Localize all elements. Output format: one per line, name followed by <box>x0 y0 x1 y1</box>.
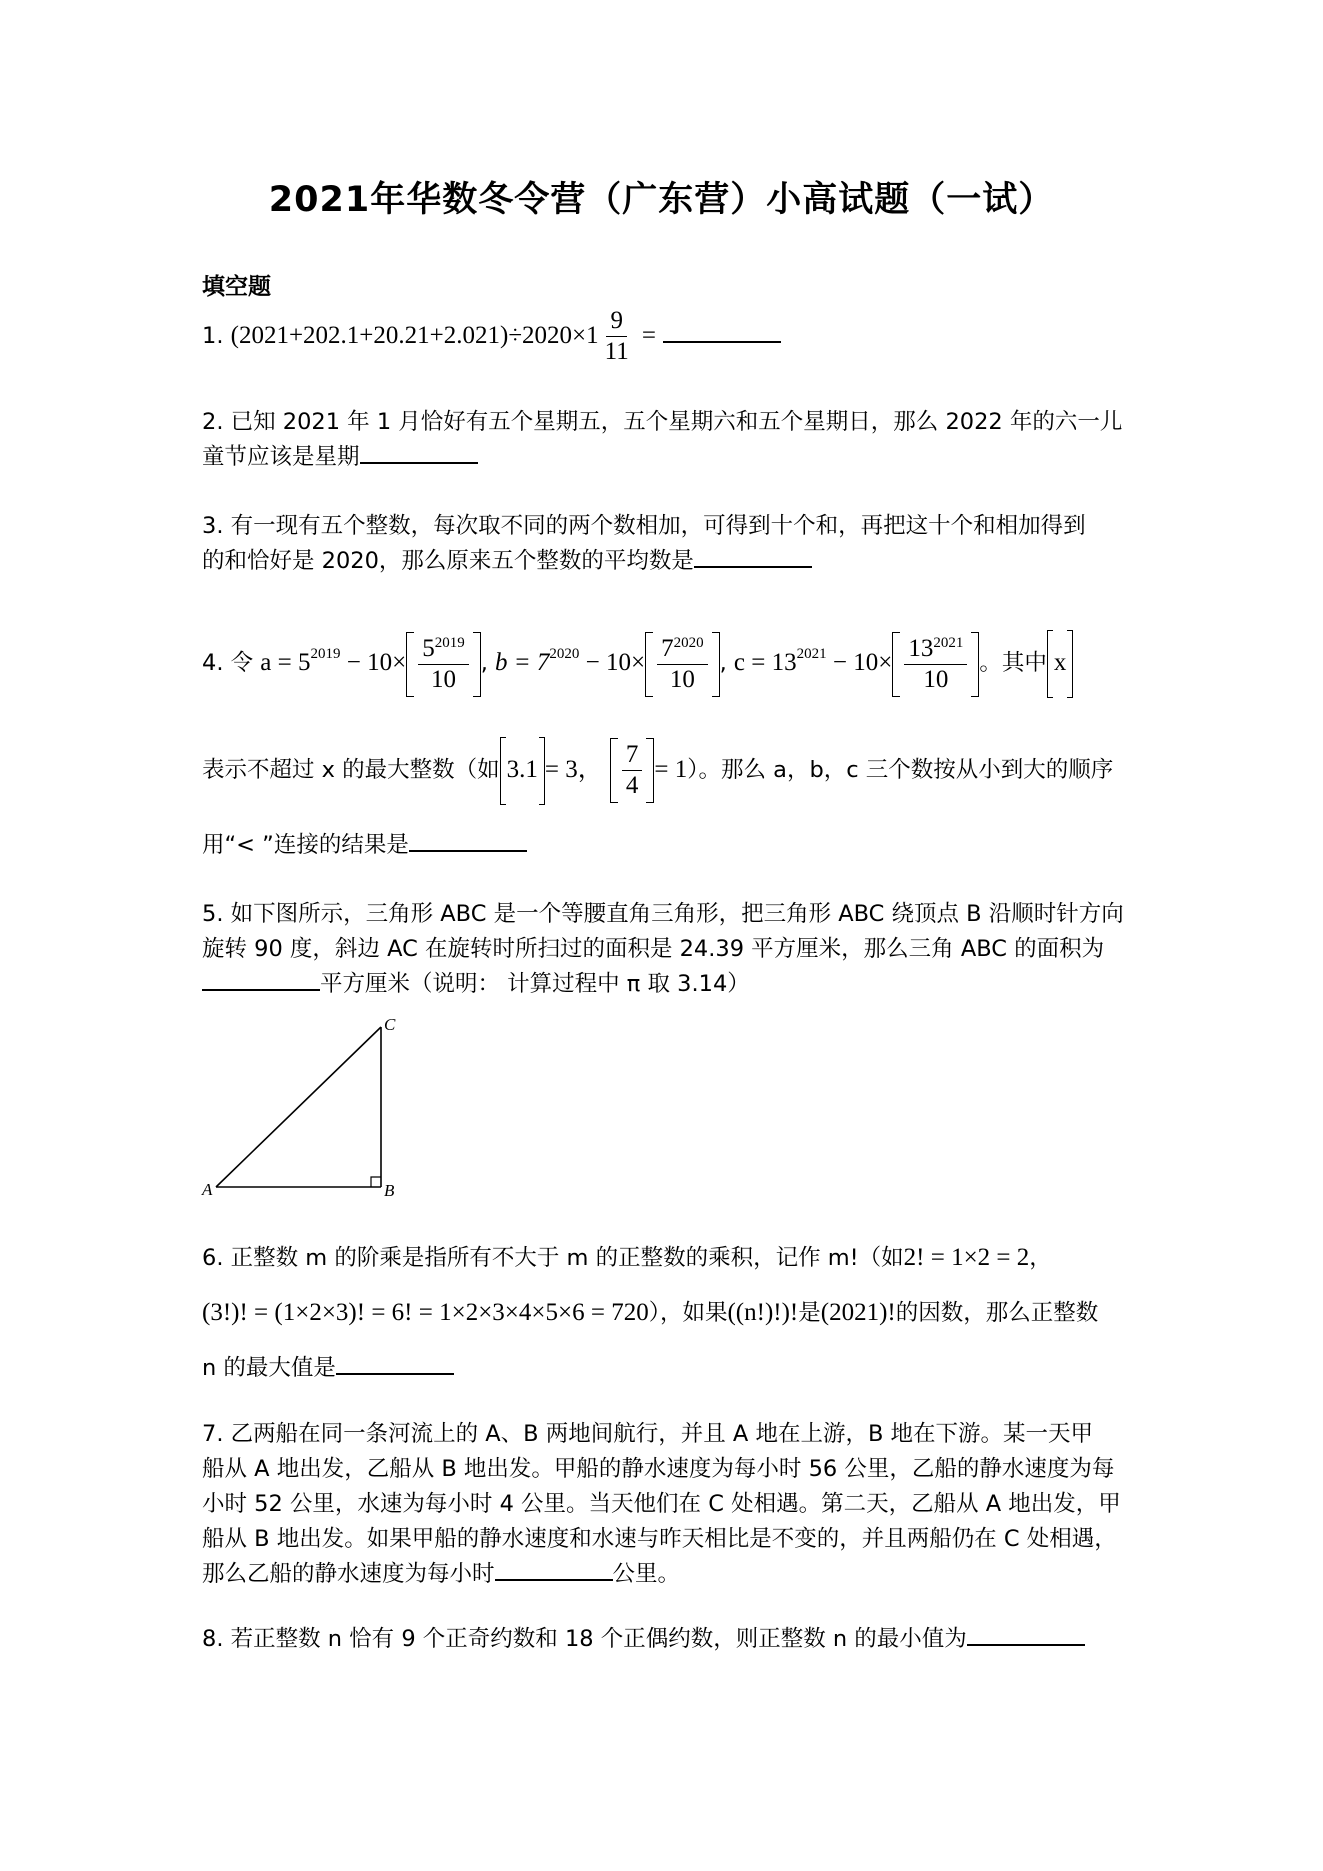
q4-b-minus: − 10× <box>579 649 646 676</box>
q4-b-frac <box>657 634 708 695</box>
q4-line-2b: ）。那么 a，b，c 三个数按从小到大的顺序 <box>687 757 1114 783</box>
section-heading: 填空题 <box>202 274 271 300</box>
q4-b-fnum-exp: 2020 <box>673 634 704 651</box>
q4-c-frac <box>904 634 967 695</box>
question-4: 4. 令 $a = 5^{2019} - 10\times$ $\frac{5^{2019}}{10}$ , $b = 7^{2020} - 10\times$ $\frac{7^{2020}}{10}$ , $c = 13^{2021} - 10\times$ $\frac{13^{2021}}{10}$ 。其中 x <box>202 628 1127 698</box>
q4-ex2-num: 7 <box>622 740 643 771</box>
q4-ex2-floor <box>610 740 655 801</box>
q2-line-1: 2. 已知 2021 年 1 月恰好有五个星期五，五个星期六和五个星期日，那么 2022 年的六一儿 <box>202 409 1123 435</box>
q6-line-3: n 的最大值是 <box>202 1355 336 1381</box>
q1-equals: = <box>641 322 656 349</box>
q1-frac-num: 9 <box>606 306 627 337</box>
page-title: 2021年华数冬令营（广东营）小高试题（一试） <box>268 180 1055 220</box>
q4-c-fnum-exp: 2021 <box>933 634 964 651</box>
q4-b-fnum-base: 7 <box>661 634 674 662</box>
triangle-figure <box>200 1010 420 1205</box>
q4-answer-blank[interactable] <box>409 828 527 852</box>
q6-line-2b: 是 <box>798 1300 821 1326</box>
question-7 <box>202 1417 1127 1592</box>
q6-line-1-math: 2! = 1×2 = 2 <box>903 1244 1030 1271</box>
q2-line-2: 童节应该是星期 <box>202 444 360 470</box>
hypotenuse-ac <box>216 1027 381 1187</box>
q7-line-4: 船从 B 地出发。如果甲船的静水速度和水速与昨天相比是不变的，并且两船仍在 C 处相遇， <box>202 1526 1117 1552</box>
q7-line-2: 船从 A 地出发，乙船从 B 地出发。甲船的静水速度为每小时 56 公里，乙船的静水速度为每 <box>202 1456 1115 1482</box>
q4-b-frac-num <box>657 634 708 665</box>
q1-number: 1. <box>202 323 224 349</box>
q3-line-2: 的和恰好是 2020，那么原来五个整数的平均数是 <box>202 548 694 574</box>
q5-line-1: 5. 如下图所示，三角形 ABC 是一个等腰直角三角形，把三角形 ABC 绕顶点 B 沿顺时针方向 <box>202 901 1124 927</box>
q4-line-2a: 表示不超过 x 的最大整数（如 <box>202 757 500 783</box>
question-4-line-2 <box>202 735 1127 805</box>
q4-x-floor <box>1047 628 1074 698</box>
q3-line-1: 3. 有一现有五个整数，每次取不同的两个数相加，可得到十个和，再把这十个和相加得到 <box>202 513 1086 539</box>
q4-a-floor <box>406 634 481 695</box>
q4-c-exp: 2021 <box>796 646 827 662</box>
q6-line-2c: 的因数，那么正整数 <box>895 1300 1099 1326</box>
q4-a-frac <box>418 634 469 695</box>
q4-ex2-den: 4 <box>625 772 639 799</box>
q5-line-2: 旋转 90 度，斜边 AC 在旋转时所扫过的面积是 24.39 平方厘米，那么三角 ABC 的面积为 <box>202 936 1105 962</box>
q2-answer-blank[interactable] <box>360 440 478 464</box>
q4-b-def <box>495 634 720 693</box>
q4-a-fnum-exp: 2019 <box>434 634 465 651</box>
q4-a-lhs: a = 5 <box>260 649 311 676</box>
q3-answer-blank[interactable] <box>694 544 812 568</box>
q4-ling: 令 <box>230 650 254 676</box>
q4-c-frac-den: 10 <box>923 665 949 693</box>
q6-line-1b: ， <box>1029 1245 1052 1271</box>
q4-ex1-eq: = 3， <box>544 756 603 783</box>
q1-answer-blank[interactable] <box>663 319 781 343</box>
q4-ex1-floor <box>500 735 545 805</box>
question-4-line-3 <box>202 828 1127 863</box>
question-3 <box>202 509 1127 579</box>
q4-c-def <box>733 634 979 693</box>
q6-line-1a: 6. 正整数 m 的阶乘是指所有不大于 m 的正整数的乘积，记作 m!（如 <box>202 1245 904 1271</box>
question-2 <box>202 405 1127 475</box>
question-6 <box>202 1240 1127 1276</box>
question-6-line-3 <box>202 1351 1127 1386</box>
q4-ex2-frac <box>622 740 643 801</box>
q4-b-lhs: b = 7 <box>495 649 550 676</box>
q8-answer-blank[interactable] <box>967 1622 1085 1646</box>
q6-line-2-math3: (2021)! <box>820 1299 896 1326</box>
q4-b-frac-den: 10 <box>669 665 695 693</box>
q4-x: x <box>1053 649 1067 676</box>
q1-fraction <box>601 306 633 367</box>
q4-a-frac-num <box>418 634 469 665</box>
question-6-line-2 <box>202 1295 1127 1331</box>
q7-line-3: 小时 52 公里，水速为每小时 4 公里。当天他们在 C 处相遇。第二天，乙船从 A 地出发，甲 <box>202 1491 1121 1517</box>
q4-a-minus: − 10× <box>340 649 407 676</box>
q7-line-1: 7. 乙两船在同一条河流上的 A、B 两地间航行，并且 A 地在上游，B 地在下游。某一天甲 <box>202 1421 1094 1447</box>
q4-line-3: 用“< ”连接的结果是 <box>202 832 409 858</box>
q4-qizhong: 。其中 <box>979 650 1047 676</box>
q1-frac-den: 11 <box>604 338 629 365</box>
q4-b-exp: 2020 <box>549 646 580 662</box>
q6-line-2a: ），如果 <box>648 1300 728 1326</box>
right-angle-mark <box>371 1177 381 1187</box>
vertex-label-b: B <box>384 1181 395 1200</box>
q8-line-1: 8. 若正整数 n 恰有 9 个正奇约数和 18 个正偶约数，则正整数 n 的最小值为 <box>202 1626 967 1652</box>
q4-a-fnum-base: 5 <box>422 634 435 662</box>
q6-answer-blank[interactable] <box>336 1351 454 1375</box>
q4-c-frac-num <box>904 634 967 665</box>
q7-line-5a: 那么乙船的静水速度为每小时 <box>202 1561 495 1587</box>
q4-b-floor <box>645 634 720 695</box>
q5-line-3: 平方厘米（说明： 计算过程中 π 取 3.14） <box>320 971 750 997</box>
vertex-label-c: C <box>384 1015 396 1034</box>
q7-answer-blank[interactable] <box>495 1557 613 1581</box>
q6-line-2-math2: ((n!)!)! <box>727 1299 799 1326</box>
q4-ex1: 3.1 <box>506 756 538 783</box>
q4-number: 4. <box>202 650 224 676</box>
question-5 <box>202 897 1127 1002</box>
question-8 <box>202 1622 1127 1657</box>
vertex-label-a: A <box>202 1180 213 1199</box>
q4-c-fnum-base: 13 <box>908 634 934 662</box>
q7-line-5b: 公里。 <box>612 1561 681 1587</box>
q6-line-2-math: (3!)! = (1×2×3)! = 6! = 1×2×3×4×5×6 = 720 <box>202 1299 649 1326</box>
q4-c-floor <box>892 634 979 695</box>
question-1 <box>202 306 1127 367</box>
q4-c-lhs: c = 13 <box>733 649 797 676</box>
q5-answer-blank[interactable] <box>202 967 320 991</box>
q4-ex2-eq: = 1 <box>654 756 688 783</box>
q4-a-frac-den: 10 <box>430 665 456 693</box>
q4-a-exp: 2019 <box>310 646 341 662</box>
q4-a-def <box>260 634 480 693</box>
q1-expression: (2021+202.1+20.21+2.021)÷2020×1 <box>230 322 599 349</box>
q4-c-minus: − 10× <box>826 649 893 676</box>
